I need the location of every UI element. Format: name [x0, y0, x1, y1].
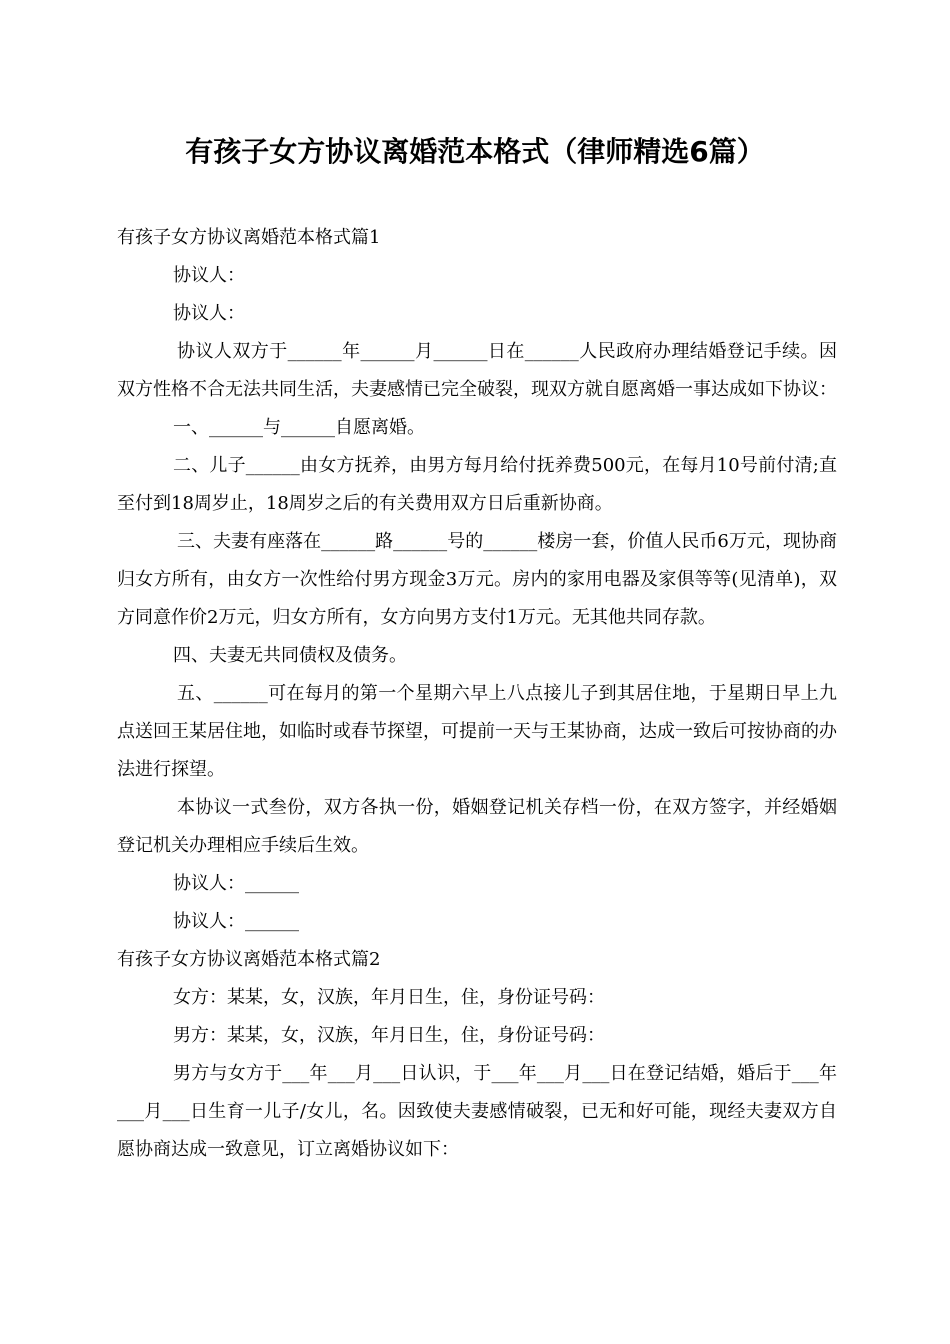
signature-line-1: 协议人：______ [173, 873, 299, 894]
wife-info: 女方：某某，女，汉族，年月日生，住，身份证号码： [173, 987, 605, 1008]
document-body [117, 219, 837, 1169]
clause-2: 二、儿子______由女方抚养，由男方每月给付抚养费500元，在每月10号前付清;直至付到18周岁止，18周岁之后的有关费用双方日后重新协商。 [117, 455, 837, 514]
closing-paragraph: 本协议一式叁份，双方各执一份，婚姻登记机关存档一份，在双方签字，并经婚姻登记机关办理相应手续后生效。 [117, 797, 837, 856]
signature-line-2: 协议人：______ [173, 911, 299, 932]
husband-info: 男方：某某，女，汉族，年月日生，住，身份证号码： [173, 1025, 605, 1046]
clause-1: 一、______与______自愿离婚。 [173, 417, 425, 438]
clause-5: 五、______可在每月的第一个星期六早上八点接儿子到其居住地，于星期日早上九点送回王某居住地，如临时或春节探望，可提前一天与王某协商，达成一致后可按协商的办法进行探望。 [117, 683, 837, 780]
section-2-heading: 有孩子女方协议离婚范本格式篇2 [117, 949, 381, 970]
clause-3: 三、夫妻有座落在______路______号的______楼房一套，价值人民币6万元，现协商归女方所有，由女方一次性给付男方现金3万元。房内的家用电器及家俱等等(见清单)，双方同意作价2万元，归女方所有，女方向男方支付1万元。无其他共同存款。 [117, 531, 837, 628]
party-2-line: 协议人： [173, 303, 245, 324]
clause-4: 四、夫妻无共同债权及债务。 [173, 645, 407, 666]
section-1-heading: 有孩子女方协议离婚范本格式篇1 [117, 227, 381, 248]
document-title: 有孩子女方协议离婚范本格式（律师精选6篇） [185, 135, 765, 168]
intro-paragraph: 协议人双方于______年______月______日在______人民政府办理结婚登记手续。因双方性格不合无法共同生活，夫妻感情已完全破裂，现双方就自愿离婚一事达成如下协议： [117, 341, 837, 400]
party-1-line: 协议人： [173, 265, 245, 286]
section-2-intro: 男方与女方于___年___月___日认识，于___年___月___日在登记结婚，婚后于___年___月___日生育一儿子/女儿，名。因致使夫妻感情破裂，已无和好可能，现经夫妻双方自愿协商达成一致意见，订立离婚协议如下： [117, 1063, 837, 1160]
